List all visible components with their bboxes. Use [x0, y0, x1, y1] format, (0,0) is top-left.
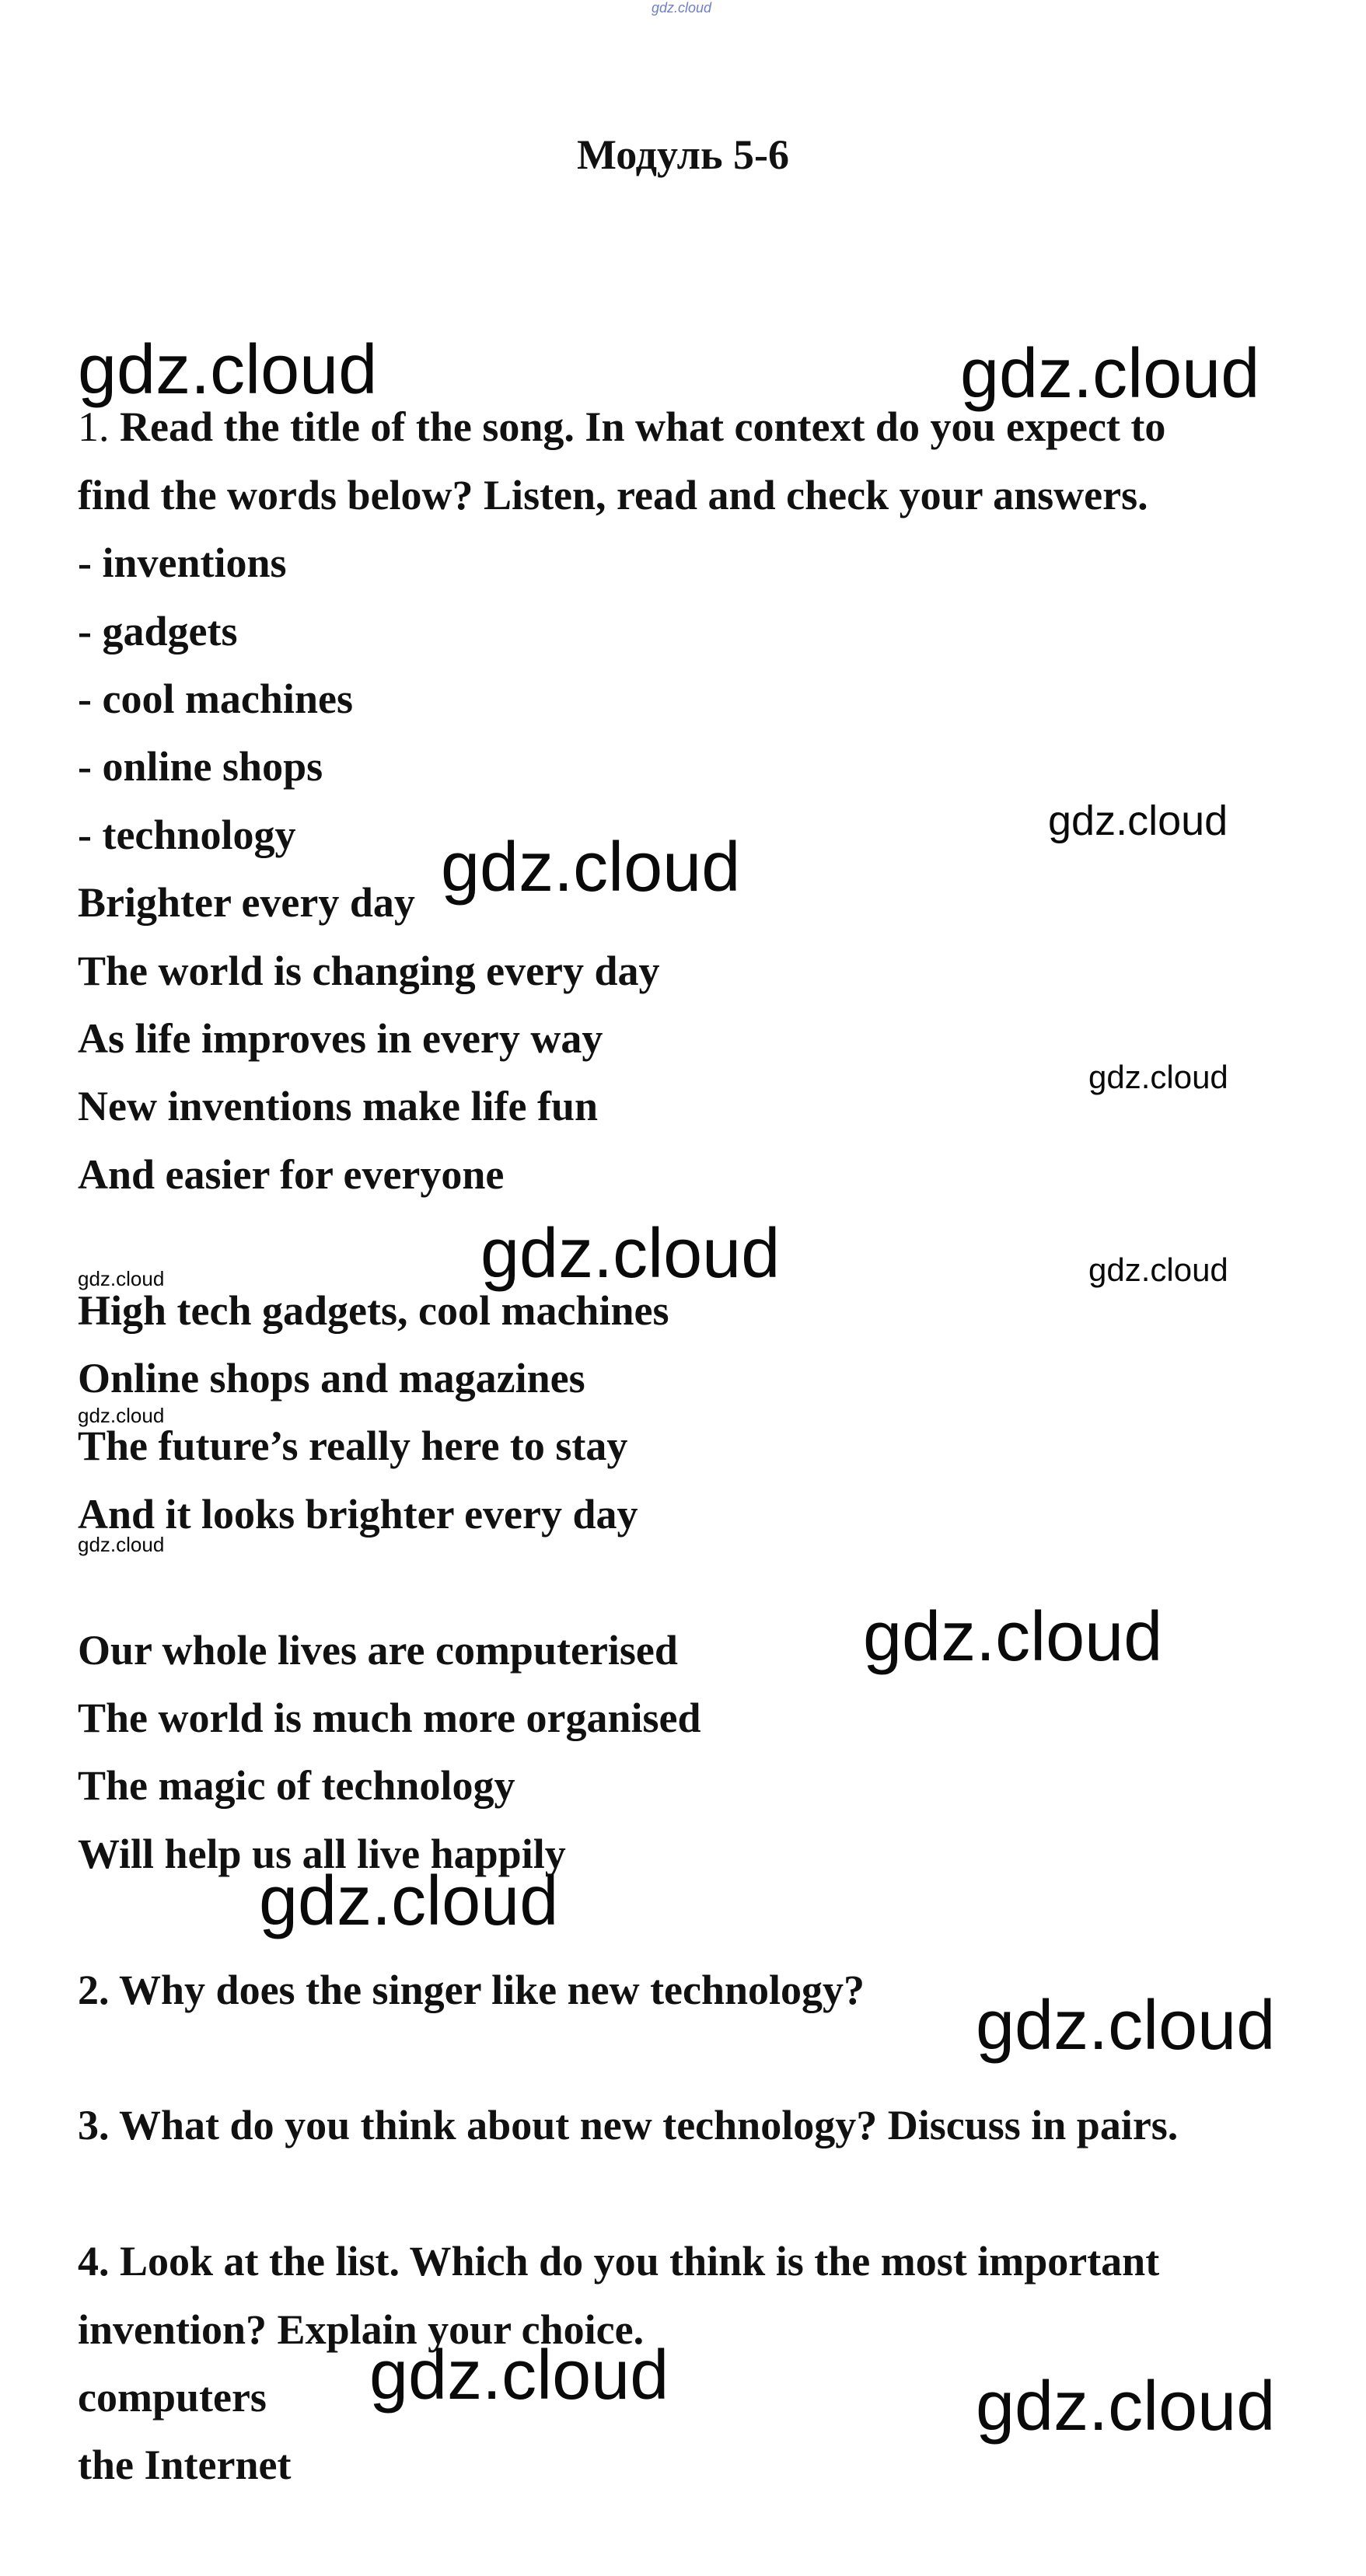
top-watermark: gdz.cloud: [652, 0, 712, 16]
word-list-item: - online shops: [78, 743, 323, 790]
watermark: gdz.cloud: [863, 1598, 1163, 1676]
song-line: The future’s really here to stay: [78, 1422, 628, 1469]
task4-line1: 4. Look at the list. Which do you think is the most important: [78, 2238, 1160, 2285]
watermark: gdz.cloud: [960, 335, 1260, 413]
watermark: gdz.cloud: [976, 1987, 1276, 2065]
word-list-item: - technology: [78, 812, 296, 858]
song-line: The magic of technology: [78, 1762, 515, 1809]
song-line: High tech gadgets, cool machines: [78, 1287, 669, 1334]
task1-instruction-line2: find the words below? Listen, read and check your answers.: [78, 472, 1148, 518]
task4-list-item: the Internet: [78, 2442, 292, 2488]
watermark: gdz.cloud: [78, 1267, 165, 1290]
word-list-item: - cool machines: [78, 675, 353, 722]
song-line: As life improves in every way: [78, 1015, 603, 1062]
watermark: gdz.cloud: [78, 1533, 165, 1556]
page-title: Модуль 5-6: [576, 131, 789, 178]
watermark: gdz.cloud: [259, 1862, 559, 1940]
song-line: Our whole lives are computerised: [78, 1627, 678, 1674]
word-list-item: - inventions: [78, 539, 287, 586]
song-line: And easier for everyone: [78, 1151, 505, 1198]
task4-list-item: computers: [78, 2374, 267, 2421]
watermark: gdz.cloud: [441, 829, 741, 906]
task4-line2: invention? Explain your choice.: [78, 2306, 645, 2353]
song-line: Will help us all live happily: [78, 1831, 566, 1877]
watermark: gdz.cloud: [369, 2337, 669, 2414]
song-line: The world is much more organised: [78, 1695, 701, 1741]
song-line: New inventions make life fun: [78, 1083, 599, 1129]
task2-question: 2. Why does the singer like new technology?: [78, 1967, 865, 2013]
task1-number: 1.: [78, 403, 110, 450]
song-title: Brighter every day: [78, 879, 415, 926]
watermark: gdz.cloud: [78, 1404, 165, 1427]
watermark: gdz.cloud: [480, 1215, 781, 1293]
song-line: Online shops and magazines: [78, 1355, 585, 1401]
song-line: The world is changing every day: [78, 948, 660, 994]
watermark: gdz.cloud: [78, 331, 378, 409]
song-line: And it looks brighter every day: [78, 1491, 638, 1538]
watermark: gdz.cloud: [976, 2368, 1276, 2445]
task1-instruction-text: Read the title of the song. In what context do you expect to: [109, 403, 1166, 450]
watermark: gdz.cloud: [1088, 1059, 1228, 1095]
task3-question: 3. What do you think about new technology? Discuss in pairs.: [78, 2102, 1179, 2148]
watermark: gdz.cloud: [1048, 798, 1228, 844]
watermark: gdz.cloud: [1088, 1251, 1228, 1288]
word-list-item: - gadgets: [78, 608, 238, 654]
